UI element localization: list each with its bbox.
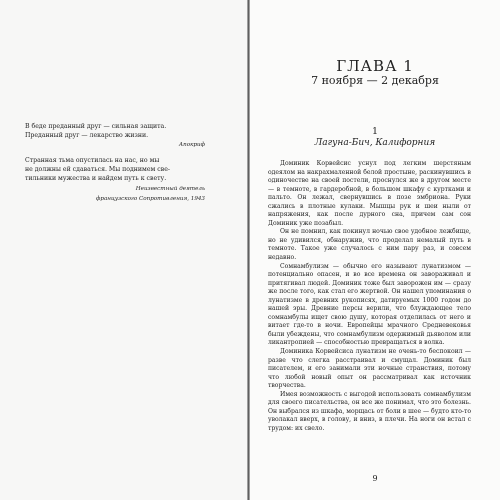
chapter-title: ГЛАВА 1 bbox=[336, 57, 414, 75]
epigraph-line: В беде преданный друг — сильная защита. bbox=[25, 123, 167, 130]
paragraph: Имея возможность с выгодой использовать сомнамбулизм для своего писательства, он все же понимал, что это болезнь. Он выбрался из шкафа, морщась от боли в шее — будто кто-то уволакал вверх, в голову, и вниз, в плечи. На ноги он встал с трудом: их свело. bbox=[268, 390, 471, 432]
page-number: 9 bbox=[372, 474, 378, 483]
quote-line: тильники мужества и найдем путь к свету. bbox=[25, 174, 167, 182]
section-place: Лагуна-Бич, Калифорния bbox=[314, 138, 436, 148]
left-page bbox=[0, 0, 248, 500]
epigraph-line: Преданный друг — лекарство жизни. bbox=[25, 131, 149, 139]
paragraph: Доминика Корвейсиса лунатизм не очень-то беспокоил — разве что слегка расстраивал и смущал. Доминик был писателем, и его занимали эти ночные странствия, потому что любой новый опыт он рассматривал как источник творчества. bbox=[268, 348, 471, 390]
paragraph: Сомнамбулизм — обычно его называют лунатизмом — потенциально опасен, и во все времена он завораживал и притягивал людей. Доминик тоже был заворожен им — сразу же после того, как стал его жертвой. Он нашел упоминания о лунатизме в древних рукописях, датируемых 1000 годом до нашей эры. Древние персы верили, что блуждающее тело сомнамбулы ищет свою душу, которая отделилась от него и витает где-то в ночи. Европейцы мрачного Средневековья были убеждены, что сомнамбулизм одержимый дьяволом или ликантропией — способностью превращаться в волка. bbox=[268, 262, 471, 347]
quote-line: Странная тьма опустилась на нас, но мы bbox=[25, 157, 160, 165]
body-text bbox=[268, 160, 471, 434]
quote-source-line: французского Сопротивления, 1943 bbox=[95, 196, 205, 203]
epigraph-attribution: Апокриф bbox=[178, 142, 205, 149]
paragraph: Доминик Корвейсис уснул под легким шерстяным одеялом на накрахмаленной белой простыне, раскинувшись в одиночестве на своей постели, проснулся же в другом месте — в темноте, в гардеробной, в большом шкафу с куртками и пальто. Он лежал, свернувшись в позе эмбриона. Руки сжались в плотные кулаки. Мышцы рук и шеи ныли от напряжения, как после дурного сна, причем сам сон Доминик уже позабыл. bbox=[268, 160, 471, 227]
epigraph bbox=[25, 123, 205, 203]
chapter-dates: 7 ноября — 2 декабря bbox=[311, 74, 439, 87]
section-number: 1 bbox=[371, 126, 379, 137]
quote-line: не должны ей сдаваться. Мы поднимем све- bbox=[25, 165, 170, 173]
paragraph: Он не помнил, как покинул ночью свое удобное лежбище, но не удивился, обнаружив, что проделал немалый путь в темноте. Такое уже случалось с ним пару раз, и совсем недавно. bbox=[268, 228, 471, 262]
quote-source-line: Неизвестный деятель bbox=[135, 186, 205, 193]
